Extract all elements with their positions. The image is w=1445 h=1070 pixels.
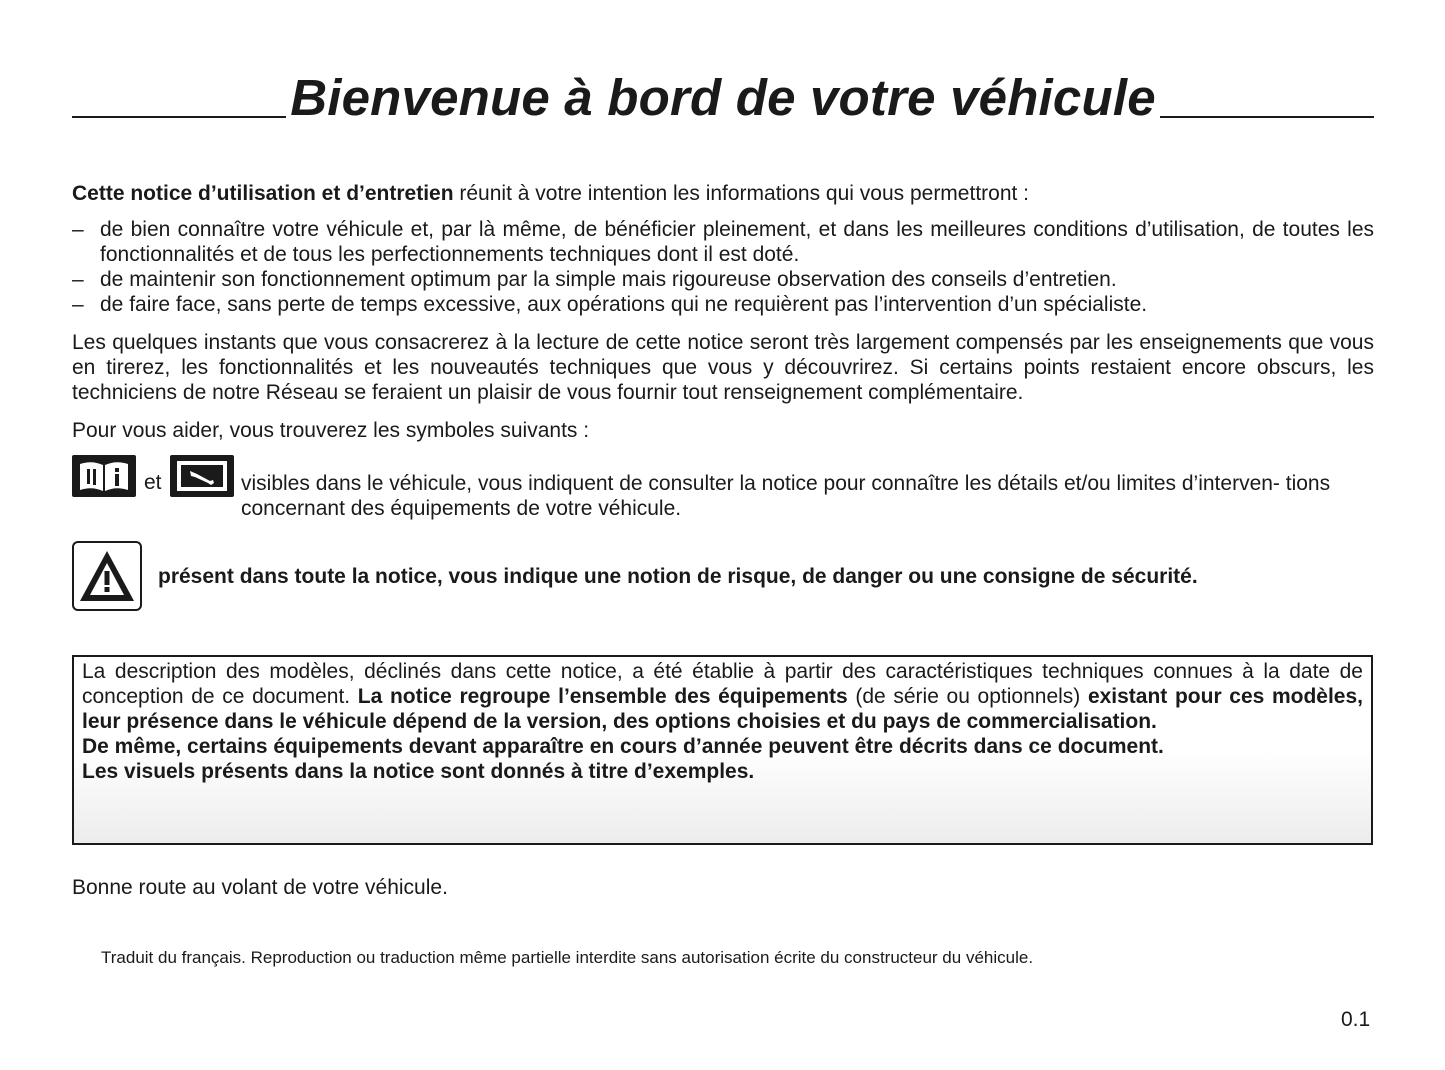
- symbols-intro: Pour vous aider, vous trouverez les symboles suivants :: [72, 419, 590, 442]
- info-bold: De même, certains équipements devant apparaître en cours d’année peuvent être décrits dans ce document.: [82, 735, 1164, 758]
- page-title-block: [72, 68, 1374, 126]
- page-title-text: Bienvenue à bord de votre véhicule: [286, 69, 1160, 126]
- intro-paragraph: [72, 181, 1374, 206]
- warning-row: [72, 541, 1374, 615]
- benefits-list: [72, 217, 1374, 317]
- book-info-icon: [72, 455, 136, 497]
- info-bold: existant pour ces modèles, leur présence dans le véhicule dépend de la version, des options choisies et du pays de commercialisation.: [82, 685, 1363, 733]
- list-item: [72, 217, 1374, 267]
- symbols-row: [72, 455, 1374, 525]
- intro-bold: Cette notice d’utilisation et d’entretien: [72, 182, 454, 205]
- page-title: [72, 68, 1374, 128]
- list-item: [72, 267, 1374, 292]
- info-paragraph: [82, 659, 1363, 734]
- list-item-text: de maintenir son fonctionnement optimum par la simple mais rigoureuse observation des conseils d’entretien.: [100, 268, 1117, 291]
- warning-triangle-icon: [72, 541, 142, 611]
- info-bold: La notice regroupe l’ensemble des équipements: [357, 685, 848, 708]
- page-number: 0.1: [1341, 1008, 1371, 1031]
- info-text: La description des modèles, déclinés dans cette notice, a été établie à partir des caractéristiques techniques connues à la date de conception de ce document.: [82, 660, 1363, 708]
- info-line: [82, 759, 1363, 784]
- info-text: (de série ou optionnels): [847, 685, 1088, 708]
- list-dash: –: [72, 218, 84, 241]
- wrench-icon: [170, 455, 234, 497]
- list-dash: –: [72, 293, 84, 316]
- intro-rest: réunit à votre intention les informations qui vous permettront :: [453, 182, 1030, 205]
- list-item-text: de faire face, sans perte de temps excessive, aux opérations qui ne requièrent pas l’intervention d’un spécialiste.: [100, 293, 1148, 316]
- reading-paragraph: Les quelques instants que vous consacrerez à la lecture de cette notice seront très largement compensés par les enseignements que vous en tirerez, les fonctionnalités et les nouveautés techniques que vous y découvrirez. Si certains points restaient encore obscurs, les techniciens de notre Réseau se feraient un plaisir de vous fournir tout renseignement complémentaire.: [72, 331, 1374, 404]
- symbols-description: visibles dans le véhicule, vous indiquent de consulter la notice pour connaître les détails et/ou limites d’interven- tions concernant des équipements de votre véhicule.: [241, 472, 1331, 520]
- list-item-text: de bien connaître votre véhicule et, par là même, de bénéficier pleinement, et dans les meilleures conditions d’utilisation, de toutes les fonctionnalités et de tous les perfectionnements techniques dont il est doté.: [100, 218, 1374, 266]
- info-line: [82, 734, 1363, 759]
- closing-line: Bonne route au volant de votre véhicule.: [72, 876, 448, 899]
- info-box: [72, 655, 1373, 845]
- copyright-note: Traduit du français. Reproduction ou traduction même partielle interdite sans autorisation écrite du constructeur du véhicule.: [101, 948, 1034, 967]
- list-item: [72, 292, 1374, 317]
- list-dash: –: [72, 268, 84, 291]
- info-bold: Les visuels présents dans la notice sont donnés à titre d’exemples.: [82, 760, 755, 783]
- warning-text: présent dans toute la notice, vous indique une notion de risque, de danger ou une consigne de sécurité.: [158, 565, 1198, 588]
- symbols-connector: et: [144, 471, 162, 494]
